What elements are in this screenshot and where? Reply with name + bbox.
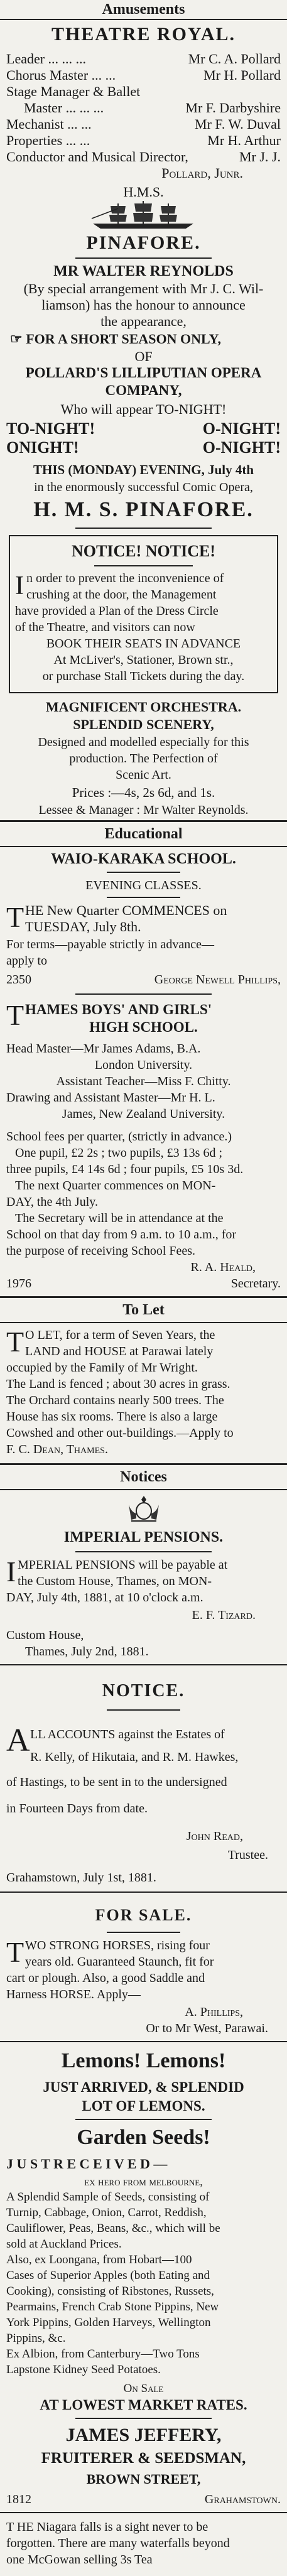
accounts-date: Grahamstown, July 1st, 1881. [6,1871,156,1885]
scenery-detail: Scenic Art. [116,768,171,782]
scenery-line: SPLENDID SCENERY, [73,717,214,732]
staff-row: Leader ... ... ... Mr C. A. Pollard [6,51,281,67]
jeffery-name: JAMES JEFFERY, [65,2425,222,2445]
thames-title: HIGH SCHOOL. [89,1019,198,1035]
thames-line: London University. [94,1058,193,1072]
prices-line: Prices :—4s, 2s 6d, and 1s. [72,785,215,800]
appear-line: Who will appear TO-NIGHT! [60,401,227,417]
thames-line: Head Master—Mr James Adams, B.A. [6,1042,201,1056]
seeds-line: A Splendid Sample of Seeds, consisting of [6,2190,210,2204]
for-sale-title: FOR SALE. [95,1906,192,1924]
imperial-place: Custom House, [6,1628,84,1642]
divider [75,2418,212,2419]
monday-line: THIS (MONDAY) EVENING, July 4th [33,462,254,477]
notice-line: BOOK THEIR SEATS IN ADVANCE [46,637,241,651]
imperial-line: MPERIAL PENSIONS will be payable at [18,1558,228,1572]
for-sale-line: Harness HORSE. Apply— [6,1988,141,2001]
educational-heading: Educational [0,820,287,847]
received-line: J U S T R E C E I V E D — [6,2156,168,2172]
thames-signature: R. A. Heald, [190,1260,256,1274]
imperial-line: DAY, July 4th, 1881, at 10 o'clock a.m. [6,1591,203,1605]
staff-row: Stage Manager & Ballet [6,84,141,99]
divider [0,1664,287,1665]
to-let-line: Cowshed and other out-buildings.—Apply to [6,1426,234,1440]
thames-line: One pupil, £2 2s ; two pupils, £3 13s 6d ; [15,1146,223,1160]
thames-footer: 1976 Secretary. [6,1277,281,1291]
divider [107,1709,180,1711]
amusements-heading: Amusements [0,0,287,20]
imperial-drop-cap: I [6,1556,16,1588]
seeds-line: Ex Albion, from Canterbury—Two Tons [6,2347,200,2361]
accounts-trustee: Trustee. [227,1848,268,1862]
imperial-signature: E. F. Tizard. [192,1608,256,1622]
hms-pinafore-big: H. M. S. PINAFORE. [33,498,254,521]
niagara-line: T HE Niagara falls is a sight never to be [6,2520,208,2534]
notice-title: NOTICE! NOTICE! [72,542,215,560]
seeds-line: Turnip, Cabbage, Onion, Carrot, Reddish, [6,2206,207,2219]
thames-line: Assistant Teacher—Miss F. Chitty. [56,1074,231,1088]
scenery-detail: Designed and modelled especially for this [38,735,249,749]
waio-drop-cap: T [6,902,24,933]
divider [94,565,193,566]
divider [107,872,180,873]
to-let-drop-cap: T [6,1326,24,1358]
jeffery-footer: 1812 Grahamstown. [6,2492,281,2506]
to-let-line: The Land is fenced ; about 30 acres in grass. [6,1377,230,1391]
divider [75,257,212,259]
notice-line: At McLiver's, Stationer, Brown str., [53,653,234,667]
for-sale-drop-cap: T [6,1937,24,1968]
niagara-line: forgotten. There are many waterfalls beyond [6,2536,230,2550]
thames-line: The Secretary will be in attendance at the [15,1211,224,1225]
divider [107,897,180,898]
waio-title: WAIO-KARAKA SCHOOL. [51,851,236,867]
seeds-line: sold at Auckland Prices. [6,2238,122,2251]
to-let-heading: To Let [0,1296,287,1323]
tonight-row: ONIGHT! O-NIGHT! [6,438,281,457]
notice-line: crushing at the door, the Management [26,588,217,602]
lessee-line: Lessee & Manager : Mr Walter Reynolds. [38,803,249,817]
seeds-line: Pippins, &c. [6,2332,66,2345]
to-let-line: occupied by the Family of Mr Wright. [6,1361,198,1375]
on-sale-label: On Sale [123,2382,164,2395]
thames-line: three pupils, £4 14s 6d ; four pupils, £5 10s 3d. [6,1162,244,1176]
jeffery-street: BROWN STREET, [86,2471,201,2487]
thames-line: James, New Zealand University. [62,1107,225,1121]
accounts-line: R. Kelly, of Hikutaia, and R. M. Hawkes, [30,1750,239,1764]
waio-apply: apply to [6,954,47,968]
garden-seeds-title: Garden Seeds! [77,2126,210,2149]
seeds-line: Also, ex Loongana, from Hobart—100 [6,2253,192,2266]
staff-row: Mechanist ... ... Mr F. W. Duval [6,116,281,132]
for-sale-signature: Or to Mr West, Parawai. [146,2021,268,2035]
staff-row: Conductor and Musical Director, Mr J. J. [6,149,281,165]
reynolds-name: MR WALTER REYNOLDS [53,263,234,279]
divider [0,1891,287,1893]
thames-line: Drawing and Assistant Master—Mr H. L. [6,1091,215,1105]
seeds-line: Lapstone Kidney Seed Potatoes. [6,2363,161,2376]
waio-line: HE New Quarter COMMENCES on [25,902,227,918]
ex-line: ex hero from melbourne, [84,2175,203,2188]
notice-line: or purchase Stall Tickets during the day. [42,669,245,683]
thames-line: DAY, the 4th July. [6,1195,98,1209]
imperial-title: IMPERIAL PENSIONS. [63,1529,224,1545]
company-name: COMPANY, [105,382,182,398]
staff-row: Properties ... ... Mr H. Arthur [6,133,281,148]
seeds-line: York Pippins, Golden Harveys, Wellington [6,2316,211,2329]
accounts-signature: John Read, [186,1829,243,1843]
lemons-title: Lemons! Lemons! [61,2049,226,2072]
reynolds-line: the appearance, [100,313,187,329]
divider [107,1932,180,1933]
waio-terms: For terms—payable strictly in advance— [6,938,215,951]
reynolds-line: (By special arrangement with Mr J. C. Wil- [23,281,264,296]
theatre-title: THEATRE ROYAL. [51,24,236,45]
notice-line: of the Theatre, and visitors can now [15,620,195,634]
waio-signature: 2350 George Newell Phillips, [6,973,281,987]
notice-line: have provided a Plan of the Dress Circle [15,604,219,618]
to-let-line: F. C. Dean, Thames. [6,1442,108,1456]
for-sale-line: WO STRONG HORSES, rising four [25,1939,210,1952]
seeds-line: Cases of Superior Apples (both Eating and [6,2269,210,2282]
thames-line: School fees per quarter, (strictly in advance.) [6,1130,232,1144]
to-let-line: House has six rooms. There is also a large [6,1410,218,1424]
arrived-line: JUST ARRIVED, & SPLENDID [43,2079,244,2095]
thames-line: The next Quarter commences on MON- [15,1179,216,1193]
seeds-line: Pearmains, French Crab Stone Pippins, New [6,2300,219,2314]
scenery-detail: production. The Perfection of [69,752,218,766]
accounts-line: of Hastings, to be sent in to the undersigned [6,1775,227,1789]
thames-title: HAMES BOYS' AND GIRLS' [25,1002,212,1017]
royal-crest-icon [125,1493,163,1523]
notice-line: n order to prevent the inconvenience of [26,571,224,585]
celebrated-line: in the enormously successful Comic Opera, [34,480,253,494]
divider [75,528,212,529]
arrived-line: LOT OF LEMONS. [82,2098,205,2114]
divider [75,993,212,995]
jeffery-trade: FRUITERER & SEEDSMAN, [41,2450,246,2467]
pointing-hand-icon: ☞ [10,331,26,347]
reynolds-line: liamson) has the honour to announce [41,297,246,313]
staff-row: Chorus Master ... ... Mr H. Pollard [6,67,281,83]
divider [75,1551,212,1552]
company-name: POLLARD'S LILLIPUTIAN OPERA [25,365,262,381]
for-sale-signature: A. Phillips, [185,2005,243,2019]
ship-icon [87,200,200,231]
divider [0,2512,287,2513]
imperial-place: Thames, July 2nd, 1881. [25,1645,149,1659]
hms-label: H.M.S. [123,184,164,200]
imperial-line: the Custom House, Thames, on MON- [18,1574,212,1588]
market-line: AT LOWEST MARKET RATES. [40,2397,247,2413]
pinafore-title: PINAFORE. [86,232,201,253]
niagara-line: one McGowan selling 3s Tea [6,2553,153,2567]
accounts-line: in Fourteen Days from date. [6,1802,148,1816]
thames-drop-cap: T [6,1000,24,1031]
for-sale-line: years old. Guaranteed Staunch, fit for [25,1955,214,1969]
accounts-line: LL ACCOUNTS against the Estates of [30,1728,225,1741]
of-line: OF [134,349,153,364]
notices-heading: Notices [0,1463,287,1490]
to-let-line: The Orchard contains nearly 500 trees. The [6,1394,224,1407]
staff-tail: Pollard, Junr. [161,165,243,181]
evening-classes: EVENING CLASSES. [85,879,202,892]
accounts-drop-cap: A [6,1723,30,1758]
waio-line: TUESDAY, July 8th. [25,919,141,934]
to-let-line: LAND and HOUSE at Parawai lately [25,1345,214,1358]
thames-line: the purpose of receiving School Fees. [6,1244,196,1258]
to-let-line: O LET, for a term of Seven Years, the [25,1328,215,1342]
thames-line: School on that day from 9 a.m. to 10 a.m., for [6,1228,237,1242]
seeds-line: Cooking), consisting of Ribstones, Russets, [6,2285,214,2298]
divider [0,2041,287,2042]
notice-drop-cap: I [15,571,24,600]
seeds-line: Cauliflower, Peas, Beans, &c., which will be [6,2222,220,2235]
staff-row: Master ... ... ... Mr F. Darbyshire [24,100,281,116]
tonight-row: TO-NIGHT! O-NIGHT! [6,419,281,438]
notice-heading: NOTICE. [102,1681,185,1701]
for-sale-line: cart or plough. Also, a good Saddle and [6,1971,205,1985]
short-season: ☞ FOR A SHORT SEASON ONLY, [10,331,222,347]
divider [75,2119,212,2120]
orchestra-line: MAGNIFICENT ORCHESTRA. [45,699,242,715]
